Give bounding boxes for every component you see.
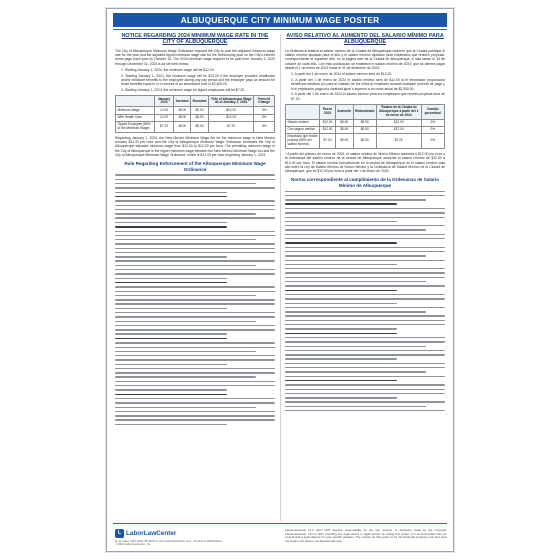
- table-row: [116, 121, 275, 132]
- spanish-heading: AVISO RELATIVO AL AUMENTO DEL SALARIO MÍNIMO PARA ALBUQUERQUE: [286, 33, 444, 46]
- table-cell: $7.20: [320, 134, 336, 149]
- table-cell: $0.00: [353, 134, 376, 149]
- table-cell: 0%: [421, 127, 444, 134]
- english-fine-print: [115, 174, 275, 425]
- table-header: Aumento: [335, 105, 353, 120]
- table-cell: $7.20: [208, 121, 253, 132]
- laborlawcenter-logo: [115, 529, 176, 538]
- spanish-list: [291, 72, 445, 101]
- table-cell: $12.00: [208, 114, 253, 121]
- table-cell: $0.00: [335, 127, 353, 134]
- table-cell: 12.00: [154, 107, 173, 114]
- table-cell: $0.00: [191, 114, 209, 121]
- table-cell: 38.00: [174, 107, 191, 114]
- english-item-3: 3. Starting January 1, 2024, the minimum wage for tipped employees will be $7.20.: [121, 88, 246, 93]
- english-item-1: 1. Starting January 1, 2024, the minimum wage will be $12.00.: [121, 68, 215, 72]
- english-column: [115, 33, 275, 428]
- table-header: [286, 105, 320, 120]
- spanish-wage-table: [285, 104, 445, 149]
- table-cell: With Health Care: [116, 114, 155, 121]
- table-cell: $12.00: [320, 119, 336, 126]
- spanish-column: [285, 33, 445, 414]
- footer-contact: To re-order, call 1-800-745-9970 or visit LaborLawCenter.com · Product #: PD01-NM-2 · © 2024 LaborLawCenter, Inc.: [115, 539, 224, 547]
- spanish-item-1: 1. A partir del 1 de enero de 2024 el salario mínimo será de $12.00.: [291, 72, 393, 77]
- table-row: [286, 134, 445, 149]
- table-cell: Salario mínimo: [286, 119, 320, 126]
- table-header: Rounded: [191, 96, 209, 107]
- english-intro: The City of Albuquerque Minimum Wage Ordinance required the City to post the adjusted minimum wage rate for the year and the adjusted tipped minimum wage rate for the forthcoming year on the City's internet home page each year by October 15. The 2024 minimum wage required to be paid from January 1, 2024 through December 31, 2024 is as set forth below:: [115, 48, 275, 66]
- table-row: [116, 114, 275, 121]
- table-header: [116, 96, 155, 107]
- table-cell: 0%: [421, 134, 444, 149]
- spanish-after-table: * A partir del primero de enero de 2024, el salario mínimo de Nuevo México aumenta a $12.00 por hora y la ordenanza del salario mínimo de la ciudad de Albuquerque aumenta el salario mínimo de $12.00 a $12.00 por hora. El salario mínimo prevaleciente en la ciudad de Albuquerque es el salario mínimo más alto entre la Ley de Salario Mínimo de Nuevo México y la Ordenanza de Salario Mínimo de la Ciudad de Albuquerque, que es $12.00 por hora a partir del 1 de enero de 2024.: [285, 151, 445, 174]
- english-item-2: 2. Starting January 1, 2024, the minimum wage will be $12.00 if the employer provides healthcare and/or childcare benefits to the employee during any pay period and the employer pays an amount for those benefits equal to or in excess of an annualized cost of $2,500.00.: [121, 73, 275, 87]
- spanish-enforcement-heading: Norma correspondiente al cumplimiento de la Ordenanza de Salario Mínimo de Albuquerque: [290, 177, 440, 189]
- table-cell: 0%: [254, 121, 275, 132]
- table-cell: $12.00: [376, 119, 421, 126]
- english-heading: NOTICE REGARDING 2024 MINIMUM WAGE RATE IN THE CITY OF ALBUQUERQUE: [121, 33, 269, 46]
- english-enforcement-heading: Rule Regarding Enforcement of the Albuquerque Minimum Wage Ordinance: [124, 161, 266, 172]
- table-cell: $0.00: [353, 127, 376, 134]
- table-cell: Tipped Employee (80% of the Minimum Wage): [116, 121, 155, 132]
- table-cell: $12.00: [320, 127, 336, 134]
- table-cell: $7.20: [376, 134, 421, 149]
- title-rule: [113, 29, 447, 30]
- table-cell: $12.00: [208, 107, 253, 114]
- poster-footer: [115, 527, 447, 549]
- table-cell: Empleado que recibe propina (80% del salario mínimo): [286, 134, 320, 149]
- table-row: [116, 107, 275, 114]
- table-cell: $0.00: [335, 134, 353, 149]
- spanish-fine-print: [285, 191, 445, 412]
- table-header: Percent Change: [254, 96, 275, 107]
- table-cell: 0%: [254, 107, 275, 114]
- english-wage-table: [115, 95, 275, 132]
- table-cell: $0.00: [335, 119, 353, 126]
- table-cell: Con seguro médico: [286, 127, 320, 134]
- english-after-table: Regarding January 1, 2024, the New Mexico Minimum Wage Act for the minimum wage in New Mexico remains $12.00 per hour and the City of Albuquerque Minimum Wage Ordinance increases the City of Albuquerque adjusted minimum wage from $12.00 to $12.00 per hour. The prevailing minimum wage in the City of Albuquerque is the higher minimum wage between the New Mexico Minimum Wage Act and the City of Albuquerque Minimum Wage Ordinance, which is $12.00 per hour beginning January 1, 2024.: [115, 135, 275, 157]
- table-cell: $7.20: [154, 121, 173, 132]
- table-cell: 0%: [254, 114, 275, 121]
- table-header: Increase: [174, 96, 191, 107]
- table-header: Redondeado: [353, 105, 376, 120]
- footer-disclaimer: LaborLawCenter LLC does NOT assume responsibility for the use, actions, or decisions made by the employer. LaborLawCenter, LLC is NOT providing any legal advice or legal opinion by selling this poster. It is recommended that you consult with a legal advisor for your specific situation. The content on this poster is for informational purposes only and does not replace the advice of a licensed attorney.: [285, 528, 447, 543]
- spanish-item-2: 2. A partir del 1 de enero de 2024 el salario mínimo será de $12.00 si el empleador proporciona beneficios médicos y/o para el cuidado de los niños al empleado durante cualquier período de pago y si el empleador paga una cantidad igual o superior a un costo anual de $2,500.00.: [291, 78, 445, 91]
- table-header: *City of Albuquerque Wage as of January 1, 2024: [208, 96, 253, 107]
- spanish-intro: La Ordenanza relativa al salario mínimo de la Ciudad de Albuquerque requiere que la Ciudad publique el salario mínimo ajustado para el año y el salario mínimo ajustado para empleados que reciben propinas, correspondiente al siguiente año, en la página web de la Ciudad de Albuquerque, a más tardar el 15 de octubre de cada año. Con esta publicación se establece el salario mínimo de 2024, que se deberá pagar desde el 1 de enero de 2024 hasta el 31 de diciembre de 2024:: [285, 48, 445, 70]
- table-cell: $0.00: [191, 107, 209, 114]
- table-cell: $0.00: [353, 119, 376, 126]
- table-row: [286, 119, 445, 126]
- table-cell: $12.00: [376, 127, 421, 134]
- table-cell: 12.00: [154, 114, 173, 121]
- footer-rule: [113, 523, 447, 524]
- wage-poster: [106, 8, 454, 552]
- table-header: January 2023: [154, 96, 173, 107]
- table-header: Enero 2023: [320, 105, 336, 120]
- logo-mark-icon: L: [115, 529, 124, 538]
- table-cell: 38.00: [174, 121, 191, 132]
- table-header: *Salario de la Ciudad de Albuquerque a partir del 1 de enero de 2024: [376, 105, 421, 120]
- table-cell: 0%: [421, 119, 444, 126]
- table-row: [286, 127, 445, 134]
- poster-title: ALBUQUERQUE CITY MINIMUM WAGE POSTER: [113, 13, 447, 27]
- english-list: [121, 68, 275, 92]
- logo-text: LaborLawCenter: [126, 530, 177, 537]
- table-header-row: [116, 96, 275, 107]
- table-cell: 38.00: [174, 114, 191, 121]
- table-header-row: [286, 105, 445, 120]
- table-header: Cambio porcentual: [421, 105, 444, 120]
- table-cell: Minimum Wage: [116, 107, 155, 114]
- column-divider: [280, 35, 281, 521]
- table-cell: $0.00: [191, 121, 209, 132]
- spanish-item-3: 3. A partir del 1 de enero de 2024 el salario mínimo para los empleados que reciben propinas será de $7.20.: [291, 92, 445, 101]
